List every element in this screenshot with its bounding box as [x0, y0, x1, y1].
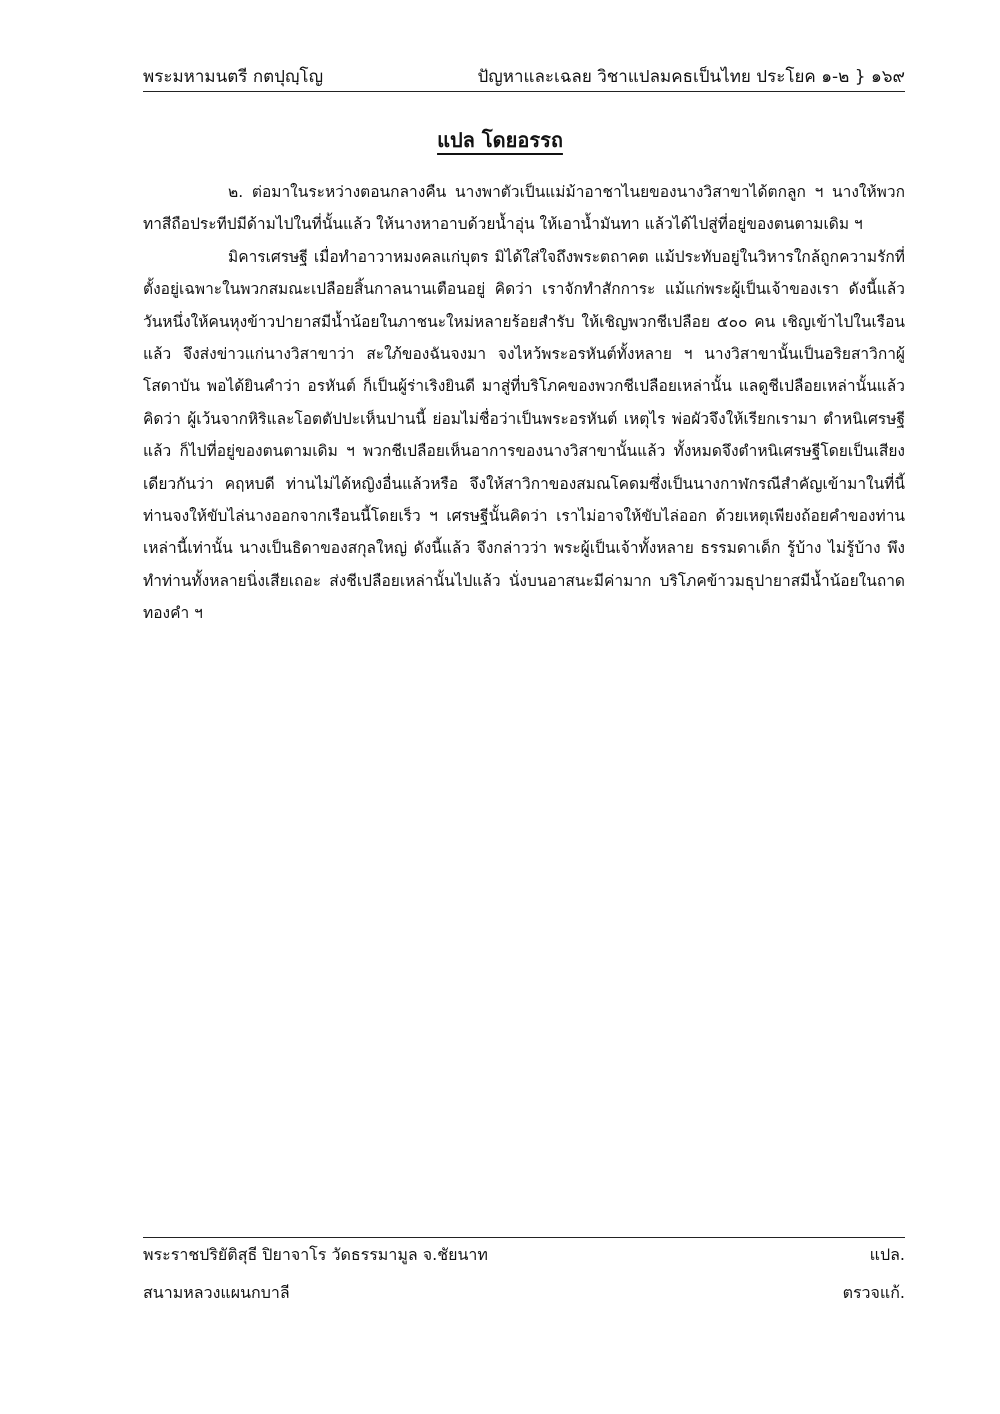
- body-text: [143, 176, 905, 630]
- paragraph-1: ๒. ต่อมาในระหว่างตอนกลางคืน นางพาตัวเป็นแม่ม้าอาชาไนยของนางวิสาขาได้ตกลูก ฯ นางให้พวกทาสีถือประทีปมีด้ามไปในที่นั้นแล้ว ให้นางหาอาบด้วยน้ำอุ่น ให้เอาน้ำมันทา แล้วได้ไปสู่ที่อยู่ของตนตามเดิม ฯ: [143, 183, 905, 234]
- header-author: พระมหามนตรี กตปุญฺโญ: [143, 67, 324, 87]
- section-title-text: แปล โดยอรรถ: [437, 128, 563, 152]
- header-book-title: ปัญหาและเฉลย วิชาแปลมคธเป็นไทย ประโยค ๑-๒ } ๑๖๙: [477, 67, 905, 87]
- footer-divider: [143, 1237, 905, 1238]
- footer-row-translator: [143, 1241, 905, 1269]
- page-header: [143, 64, 905, 90]
- footer-translated-label: แปล.: [869, 1245, 905, 1264]
- footer-row-reviewer: [143, 1279, 905, 1307]
- footer-reviewed-label: ตรวจแก้.: [842, 1283, 905, 1302]
- footer-reviewer: สนามหลวงแผนกบาลี: [143, 1283, 290, 1302]
- section-title: [0, 124, 1000, 156]
- header-divider: [143, 91, 905, 92]
- paragraph-2: มิคารเศรษฐี เมื่อทำอาวาหมงคลแก่บุตร มิได้ใส่ใจถึงพระตถาคต แม้ประทับอยู่ในวิหารใกล้ถูกความรักที่ตั้งอยู่เฉพาะในพวกสมณะเปลือยสิ้นกาลนานเตือนอยู่ คิดว่า เราจักทำสักการะ แม้แก่พระผู้เป็นเจ้าของเรา ดังนี้แล้ว วันหนึ่งให้คนหุงข้าวปายาสมีน้ำน้อยในภาชนะใหม่หลายร้อยสำรับ ให้เชิญพวกชีเปลือย ๕๐๐ คน เชิญเข้าไปในเรือนแล้ว จึงส่งข่าวแก่นางวิสาขาว่า สะใภ้ของฉันจงมา จงไหว้พระอรหันต์ทั้งหลาย ฯ นางวิสาขานั้นเป็นอริยสาวิกาผู้โสดาบัน พอได้ยินคำว่า อรหันต์ ก็เป็นผู้ร่าเริงยินดี มาสู่ที่บริโภคของพวกชีเปลือยเหล่านั้น แลดูชีเปลือยเหล่านั้นแล้ว คิดว่า ผู้เว้นจากหิริและโอตตัปปะเห็นปานนี้ ย่อมไม่ชื่อว่าเป็นพระอรหันต์ เหตุไร พ่อผัวจึงให้เรียกเรามา ตำหนิเศรษฐีแล้ว ก็ไปที่อยู่ของตนตามเดิม ฯ พวกชีเปลือยเห็นอาการของนางวิสาขานั้นแล้ว ทั้งหมดจึงตำหนิเศรษฐีโดยเป็นเสียงเดียวกันว่า คฤหบดี ท่านไม่ได้หญิงอื่นแล้วหรือ จึงให้สาวิกาของสมณโคดมซึ่งเป็นนางกาฬกรณีสำคัญเข้ามาในที่นี้ ท่านจงให้ขับไล่นางออกจากเรือนนี้โดยเร็ว ฯ เศรษฐีนั้นคิดว่า เราไม่อาจให้ขับไล่ออก ด้วยเหตุเพียงถ้อยคำของท่านเหล่านี้เท่านั้น นางเป็นธิดาของสกุลใหญ่ ดังนี้แล้ว จึงกล่าวว่า พระผู้เป็นเจ้าทั้งหลาย ธรรมดาเด็ก รู้บ้าง ไม่รู้บ้าง พึงทำท่านทั้งหลายนิ่งเสียเถอะ ส่งชีเปลือยเหล่านั้นไปแล้ว นั่งบนอาสนะมีค่ามาก บริโภคข้าวมธุปายาสมีน้ำน้อยในถาดทองคำ ฯ: [143, 247, 905, 623]
- footer-translator: พระราชปริยัติสุธี ปิยาจาโร วัดธรรมามูล จ.ชัยนาท: [143, 1245, 488, 1264]
